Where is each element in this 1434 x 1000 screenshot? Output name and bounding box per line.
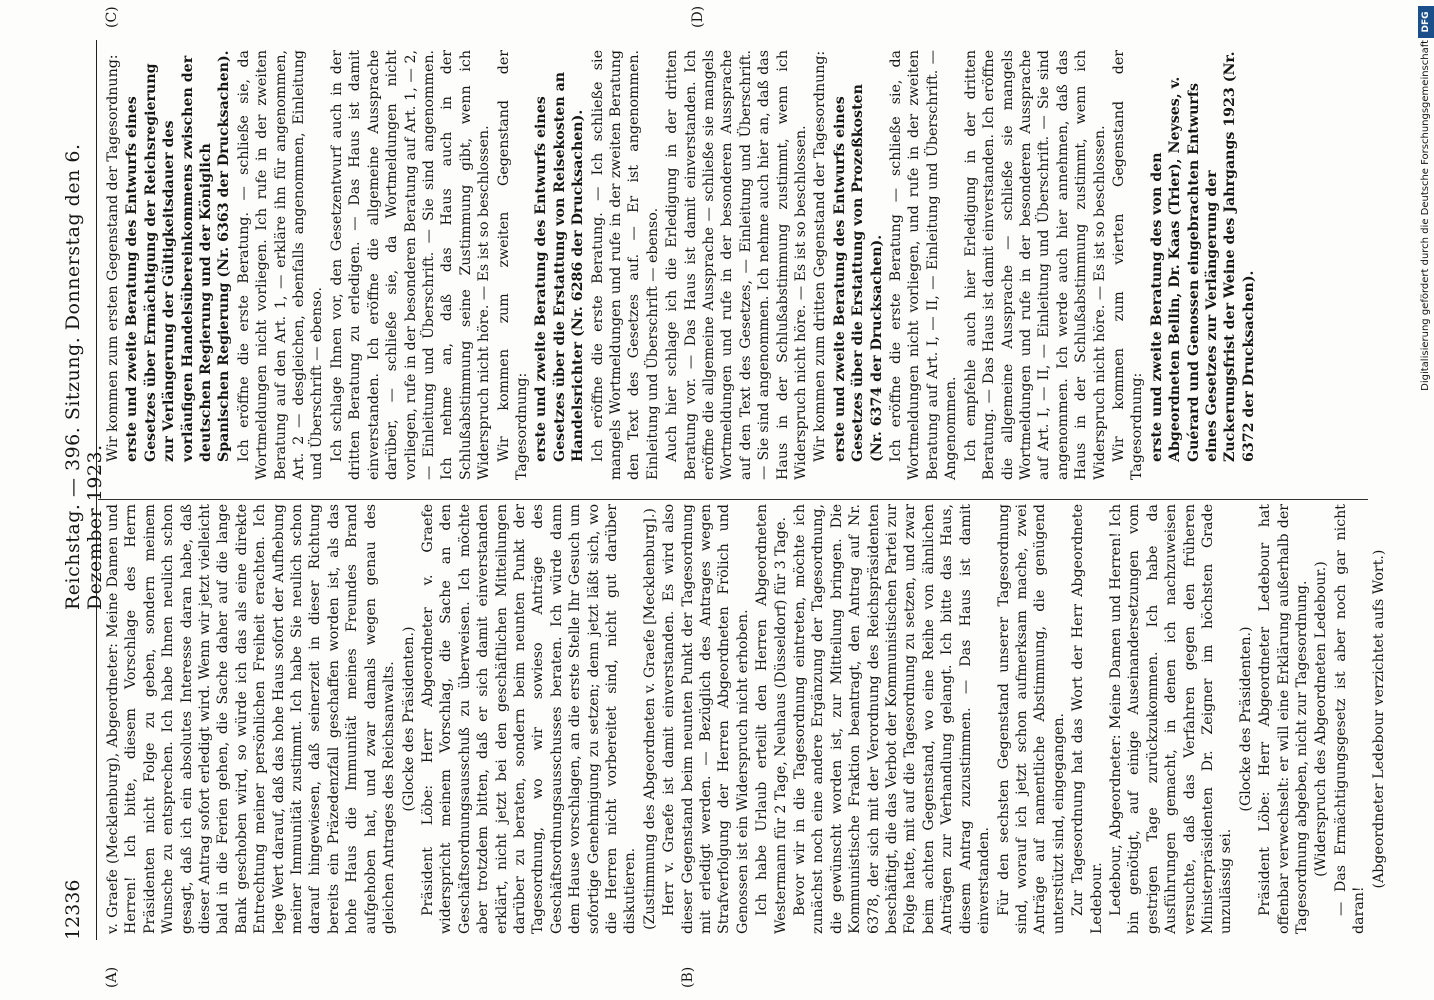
paragraph: Wir kommen zum ersten Gegenstand der Tagesordnung: bbox=[105, 54, 121, 462]
right-column bbox=[104, 50, 1259, 480]
paragraph: Ich eröffne die erste Beratung. — schließe sie, da Wortmeldungen nicht vorliegen. Ich rufe in der zweiten Beratung auf den Art. 1, — erkläre ihn für angenommen, Art. 2 — desgleichen, ebenfalls angenommen, Einleitung und Überschrift — ebenso. bbox=[235, 50, 326, 480]
margin-mark-a: (A) bbox=[104, 966, 120, 988]
left-column bbox=[104, 504, 1389, 934]
paragraph: Ich habe Urlaub erteilt den Herren Abgeordneten Westermann für 2 Tage, Neuhaus (Düsseldorf) für 3 Tage. bbox=[754, 504, 789, 934]
paragraph: Ich schlage Ihnen vor, den Gesetzentwurf auch in der dritten Beratung zu erledigen. — Das Haus ist damit einverstanden. Ich eröffne die allgemeine Aussprache darüber, — schließe sie, da Wortmeldungen nicht vorliegen, rufe in der besonderen Beratung auf Art. 1, — 2, — Einleitung und Überschrift. — Sie sind angenommen. Ich nehme an, daß das Haus auch in der Schlußabstimmung seine Zustimmung gibt, wenn ich Widerspruch nicht höre. — Es ist so beschlossen. bbox=[328, 50, 493, 480]
paragraph: v. Graefe (Mecklenburg), Abgeordneter: Meine Damen und Herren! Ich bitte, diesem Vorschlage des Herrn Präsidenten nicht Folge zu geben, sondern meinem Wunsche zu entsprechen. Ich habe Ihnen neulich schon gesagt, daß ich ein absolutes Interesse daran habe, daß dieser Antrag sofort erledigt wird. Wenn wir jetzt vielleicht bald in die Ferien gehen, die Sache daher auf die lange Bank geschoben wird, so würde ich das als eine direkte Entrechtung meiner persönlichen Freiheit erachten. Ich lege Wert darauf, daß das hohe Haus sofort der Aufhebung meiner Immunität zustimmt. Ich habe Sie neulich schon darauf hingewiesen, daß seinerzeit in dieser Richtung bereits ein Präzedenzfall geschaffen worden ist, als das hohe Haus die Immunität meines Freundes Brand aufgehoben hat, und zwar damals wegen genau des gleichen Antrages des Reichsanwalts. bbox=[105, 504, 398, 934]
column-divider bbox=[98, 499, 1368, 500]
page-number: 12336 bbox=[62, 879, 84, 940]
paragraph: Für den sechsten Gegenstand unserer Tagesordnung sind, worauf ich jetzt schon aufmerksam mache, zwei Anträge auf namentliche Abstimmung, die genügend unterstützt sind, eingegangen. bbox=[995, 504, 1067, 934]
stage-direction: (Zustimmung des Abgeordneten v. Graefe [Mecklenburg].) bbox=[641, 508, 658, 930]
margin-mark-d: (D) bbox=[690, 5, 706, 28]
dfg-logo bbox=[1418, 6, 1434, 38]
paragraph: Wir kommen zum dritten Gegenstand der Tagesordnung: bbox=[812, 50, 829, 462]
paragraph: Bevor wir in die Tagesordnung eintreten, möchte ich zunächst noch eine andere Ergänzung der Tagesordnung, die gewünscht worden ist, zur Mitteilung bringen. Die Kommunistische Fraktion beantragt, den Antrag auf Nr. 6378, der sich mit der Verordnung des Reichspräsidenten beschäftigt, die das Verbot der Kommunistischen Partei zur Folge hatte, mit auf die Tagesordnung zu setzen, und zwar beim achten Gegenstand, wo eine Reihe von ähnlichen Anträgen zur Verhandlung gelangt. Ich bitte das Haus, diesem Antrag zuzustimmen. — Das Haus ist damit einverstanden. bbox=[792, 504, 993, 934]
dfg-logo-text: DFG bbox=[1421, 11, 1431, 33]
credit-text: Digitalisierung gefördert durch die Deutsche Forschungsgemeinschaft bbox=[1420, 40, 1431, 391]
digitization-credit bbox=[1418, 0, 1434, 1000]
paragraph: Herr v. Graefe ist damit einverstanden. Es wird also dieser Gegenstand beim neunten Punkt der Tagesordnung mit erledigt werden. — Bezüglich des Antrages wegen Strafverfolgung der Herren Abgeordneten Frölich und Genossen ist ein Widerspruch nicht erhoben. bbox=[661, 504, 751, 934]
paragraph: Zur Tagesordnung hat das Wort der Herr Abgeordnete Ledebour. bbox=[1070, 504, 1105, 934]
paragraph: Wir kommen zum zweiten Gegenstand der Tagesordnung: bbox=[495, 50, 530, 480]
paragraph: Ich eröffne die erste Beratung — schließe sie, da Wortmeldungen nicht vorliegen, und rufe in der zweiten Beratung auf Art. I, — II, — Einleitung und Überschrift. — Angenommen. bbox=[888, 50, 960, 480]
agenda-item-heading: erste und zweite Beratung des Entwurfs eines Gesetzes über Ermächtigung der Reichsregierung zur Verlängerung der Gültigkeitsdauer des vorläufigen Handelsübereinkommens zwischen der deutschen Regierung und der Königlich Spanischen Regierung (Nr. 6363 der Drucksachen). bbox=[124, 50, 233, 462]
paragraph: Auch hier schlage ich die Erledigung in der dritten Beratung vor. — Das Haus ist damit einverstanden. Ich eröffne die allgemeine Aussprache — schließe sie mangels Wortmeldungen und rufe in der besonderen Aussprache auf den Text des Gesetzes, — Einleitung und Überschrift. — Sie sind angenommen. Ich nehme auch hier an, daß das Haus in der Schlußabstimmung zustimmt, wenn ich Widerspruch nicht höre. — Es ist so beschlossen. bbox=[664, 50, 810, 480]
agenda-item-heading: erste und zweite Beratung des Entwurfs eines Gesetzes über die Erstattung von Prozeßkosten (Nr. 6374 der Drucksachen). bbox=[831, 84, 885, 462]
paragraph: Ledebour, Abgeordneter: Meine Damen und Herren! Ich bin genötigt, auf einige Auseinandersetzungen vom gestrigen Tage zurückzukommen. Ich habe da Ausführungen gemacht, in denen ich nachzuweisen versuchte, daß das Verfahren gegen den früheren Ministerpräsidenten Dr. Zeigner im höchsten Grade unzulässig sei. bbox=[1107, 504, 1235, 934]
stage-direction: (Glocke des Präsidenten.) bbox=[400, 626, 417, 812]
paragraph: Präsident Löbe: Herr Abgeordneter Ledebour hat offenbar verwechselt: er will eine Erklärung außerhalb der Tagesordnung abgeben, nicht zur Tagesordnung. bbox=[1257, 504, 1310, 934]
stage-direction: (Glocke des Präsidenten.) bbox=[1237, 626, 1254, 812]
stage-direction: (Widerspruch des Abgeordneten Ledebour.) bbox=[1313, 561, 1330, 877]
agenda-item-heading: erste und zweite Beratung des von den Abgeordneten Bellin, Dr. Kaas (Trier), Neyses, v. Guérard und Genossen eingebrachten Entwurfs eines Gesetzes zur Verlängerung der Zuckerungsfrist der Weine des Jahrgangs 1923 (Nr. 6372 der Drucksachen). bbox=[1148, 51, 1257, 462]
paragraph: Ich empfehle auch hier Erledigung in der dritten Beratung. — Das Haus ist damit einverstanden. Ich eröffne die allgemeine Aussprache — schließe sie mangels Wortmeldungen und rufe in der besonderen Aussprache auf Art. I, — II, — Einleitung und Überschrift. — Sie sind angenommen. Ich werde auch hier annehmen, daß das Haus in der Schlußabstimmung zustimmt, wenn ich Widerspruch nicht höre. — Es ist so beschlossen. bbox=[962, 50, 1108, 480]
agenda-item-heading: erste und zweite Beratung des Entwurfs eines Gesetzes über die Erstattung von Reisekosten an Handelsrichter (Nr. 6286 der Drucksachen). bbox=[533, 71, 587, 462]
stage-direction: (Abgeordneter Ledebour verzichtet aufs Wort.) bbox=[1370, 549, 1387, 889]
paragraph: Präsident Löbe: Herr Abgeordneter v. Graefe widerspricht meinem Vorschlag, die Sache an den Geschäftsordnungsausschuß zu überweisen. Ich möchte aber trotzdem bitten, daß er sich damit einverstanden erklärt, nicht jetzt bei den geschäftlichen Mitteilungen darüber zu beraten, sondern beim neunten Punkt der Tagesordnung, wo wir sowieso Anträge des Geschäftsordnungsausschusses beraten. Ich würde dann dem Hause vorschlagen, an die erste Stelle Ihr Gesuch um sofortige Genehmigung zu setzen; denn jetzt läßt sich, wo die Herren nicht vorbereitet sind, nicht gut darüber diskutieren. bbox=[419, 504, 639, 934]
paragraph: — Das Ermächtigungsgesetz ist aber noch gar nicht daran! bbox=[1332, 504, 1368, 934]
header-rule bbox=[96, 40, 97, 940]
margin-mark-c: (C) bbox=[104, 6, 120, 28]
margin-mark-b: (B) bbox=[680, 966, 696, 988]
paragraph: Wir kommen zum vierten Gegenstand der Tagesordnung: bbox=[1110, 50, 1146, 480]
page-title: Reichstag. — 396. Sitzung. Donnerstag den 6. Dezember 1923. bbox=[62, 143, 106, 610]
paragraph: Ich eröffne die erste Beratung. — Ich schließe sie mangels Wortmeldungen und rufe in der zweiten Beratung den Text des Gesetzes auf. — Er ist angenommen. Einleitung und Überschrift — ebenso. bbox=[589, 50, 661, 480]
page-header bbox=[62, 40, 106, 940]
